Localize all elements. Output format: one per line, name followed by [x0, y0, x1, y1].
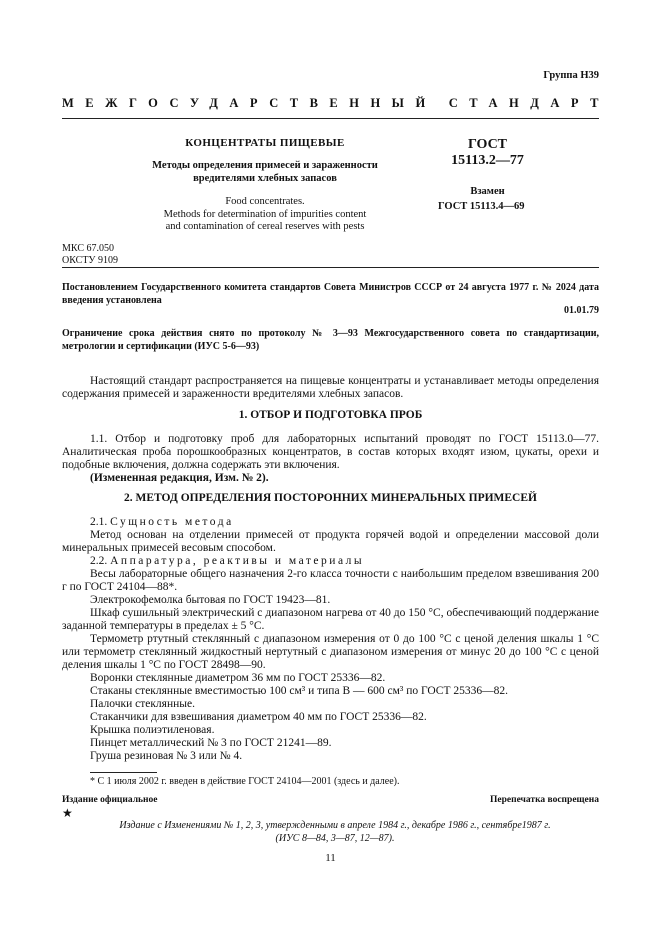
clause-2-2-number: 2.2. [90, 555, 108, 567]
gost-designation [440, 137, 535, 169]
item-oven: Шкаф сушильный электрический с диапазоном нагрева от 40 до 150 °С, обеспечивающий поддержание заданной температуры в пределах ± 5 °С. [62, 607, 599, 632]
replaces-label: Взамен [470, 186, 505, 197]
item-tweezers: Пинцет металлический № 3 по ГОСТ 21241—89. [90, 737, 332, 749]
amendment-note: (Измененная редакция, Изм. № 2). [90, 472, 269, 484]
reprint-prohibited: Перепечатка воспрещена [489, 795, 599, 805]
clause-2-2-heading [90, 555, 364, 567]
subtitle-line-1: Методы определения примесей и зараженности [152, 160, 378, 171]
header-rule [62, 118, 599, 119]
clause-2-2-title: Аппаратура, реактивы и материалы [110, 555, 365, 567]
decree-text: Постановлением Государственного комитета стандартов Совета Министров СССР от 24 августа 1977 г. № 2024 дата введения установлена [62, 282, 599, 306]
english-title-line-1: Food concentrates. [225, 196, 305, 207]
mks-code: МКС 67.050 [62, 243, 114, 254]
section-1-heading: 1. ОТБОР И ПОДГОТОВКА ПРОБ [238, 409, 423, 421]
item-weighing-cups: Стаканчики для взвешивания диаметром 40 мм по ГОСТ 25336—82. [90, 711, 427, 723]
official-edition: Издание официальное [62, 795, 158, 805]
standard-word-interstate: МЕЖГОСУДАРСТВЕННЫЙ [62, 96, 437, 110]
item-bulb: Груша резиновая № 3 или № 4. [90, 750, 243, 762]
gost-label: ГОСТ [467, 137, 508, 152]
standard-word-standard: СТАНДАРТ [448, 96, 610, 110]
star-icon: ★ [62, 806, 73, 820]
english-title-line-3: and contamination of cereal reserves with pests [165, 221, 365, 232]
document-title: КОНЦЕНТРАТЫ ПИЩЕВЫЕ [185, 137, 345, 149]
intro-paragraph: Настоящий стандарт распространяется на пищевые концентраты и устанавливает методы определения содержания примесей и зараженности вредителями хлебных запасов. [62, 375, 599, 400]
item-scales: Весы лабораторные общего назначения 2-го класса точности с наибольшим пределом взвешивания 200 г по ГОСТ 24104—88*. [62, 568, 599, 593]
footnote: * С 1 июля 2002 г. введен в действие ГОСТ 24104—2001 (здесь и далее). [90, 776, 400, 787]
page-number: 11 [325, 852, 336, 864]
section-2-heading: 2. МЕТОД ОПРЕДЕЛЕНИЯ ПОСТОРОННИХ МИНЕРАЛЬНЫХ ПРИМЕСЕЙ [124, 492, 537, 504]
clause-2-1-heading [90, 516, 234, 528]
gost-number: 15113.2—77 [451, 153, 524, 168]
clause-2-1-title: Сущность метода [110, 516, 234, 528]
subtitle-line-2: вредителями хлебных запасов [193, 173, 337, 184]
clause-1-1: 1.1. Отбор и подготовку проб для лабораторных испытаний проводят по ГОСТ 15113.0—77. Аналитическая проба порошкообразных концентратов, в состав которых входят изюм, цукаты, орехи и подобные включения, должна содержать эти включения. [62, 433, 599, 471]
english-title-line-2: Methods for determination of impurities content [163, 208, 367, 220]
group-code: Группа Н39 [543, 70, 599, 81]
edition-note-line-2: (ИУС 8—84, 3—87, 12—87). [275, 833, 395, 844]
standard-type-header [62, 96, 610, 111]
classification-codes [62, 243, 118, 267]
english-title [100, 196, 430, 234]
limitation-note: Ограничение срока действия снято по протоколу № 3—93 Межгосударственного совета по стандартизации, метрологии и сертификации (ИУС 5-6—93) [62, 328, 599, 352]
codes-rule [62, 267, 599, 268]
okstu-code: ОКСТУ 9109 [62, 255, 119, 266]
item-thermometer: Термометр ртутный стеклянный с диапазоном измерения от 0 до 100 °С с ценой деления шкалы 1 °С или термометр стеклянный жидкостный нертутный с диапазоном измерения от минус 20 до 100 °С с ценой деления шкалы 1 °С по ГОСТ 28498—90. [62, 633, 599, 671]
footnote-rule [90, 772, 157, 773]
edition-note-line-1: Издание с Изменениями № 1, 2, 3, утвержденными в апреле 1984 г., декабре 1986 г., сентябре1987 г. [119, 820, 551, 831]
item-funnels: Воронки стеклянные диаметром 36 мм по ГОСТ 25336—82. [90, 672, 386, 684]
clause-2-1-number: 2.1. [90, 516, 108, 528]
item-sticks: Палочки стеклянные. [90, 698, 195, 710]
document-subtitle [100, 159, 430, 185]
item-grinder: Электрокофемолка бытовая по ГОСТ 19423—81. [90, 594, 331, 606]
introduction-date: 01.01.79 [564, 305, 599, 316]
item-lid: Крышка полиэтиленовая. [90, 724, 215, 736]
replaces-value: ГОСТ 15113.4—69 [438, 201, 525, 212]
edition-note [80, 819, 590, 845]
clause-2-1-text: Метод основан на отделении примесей от продукта горячей водой и определении массовой доли минеральных примесей весовым способом. [62, 529, 599, 554]
item-glasses: Стаканы стеклянные вместимостью 100 см³ и типа В — 600 см³ по ГОСТ 25336—82. [90, 685, 508, 697]
